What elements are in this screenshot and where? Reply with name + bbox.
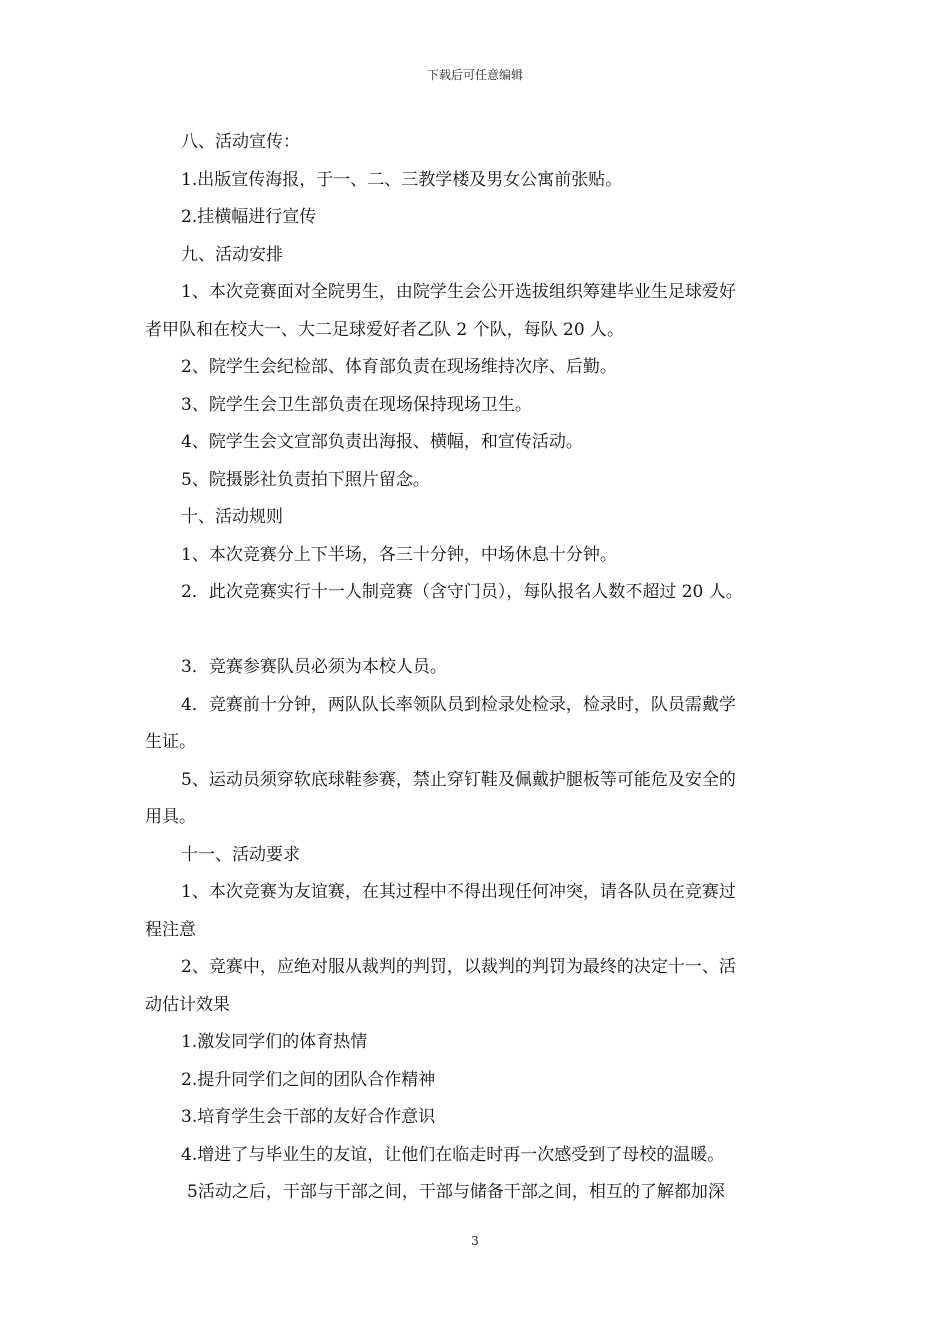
- paragraph-line: 5、院摄影社负责拍下照片留念。: [181, 469, 430, 490]
- paragraph-line: 2、院学生会纪检部、体育部负责在现场维持次序、后勤。: [181, 357, 617, 377]
- paragraph-line: 5活动之后，干部与干部之间，干部与储备干部之间，相互的了解都加深: [187, 1182, 725, 1202]
- paragraph-line: 2．此次竞赛实行十一人制竞赛（含守门员），每队报名人数不超过 20 人。: [181, 582, 743, 602]
- page-number: 3: [471, 1234, 479, 1248]
- paragraph-line: 4．竞赛前十分钟，两队队长率领队员到检录处检录，检录时，队员需戴学: [181, 694, 736, 715]
- paragraph-line: 1、本次竞赛分上下半场，各三十分钟，中场休息十分钟。: [181, 544, 617, 565]
- paragraph-line: 1、本次竞赛面对全院男生，由院学生会公开选拔组织筹建毕业生足球爱好: [181, 282, 736, 302]
- page-header: 下载后可任意编辑: [426, 68, 523, 82]
- paragraph-line: 2.提升同学们之间的团队合作精神: [181, 1069, 436, 1090]
- paragraph-line: 4、院学生会文宣部负责出海报、横幅，和宣传活动。: [181, 432, 583, 452]
- paragraph-line: 2、竞赛中，应绝对服从裁判的判罚，以裁判的判罚为最终的决定十一、活: [181, 957, 736, 977]
- paragraph-line: 1、本次竞赛为友谊赛，在其过程中不得出现任何冲突，请各队员在竞赛过: [181, 882, 736, 902]
- paragraph-line: 2.挂横幅进行宣传: [181, 207, 317, 227]
- paragraph-line: 1.出版宣传海报，于一、二、三教学楼及男女公寓前张贴。: [181, 169, 623, 190]
- paragraph-line: 用具。: [145, 807, 196, 827]
- paragraph-line: 生证。: [145, 732, 196, 752]
- paragraph-line: 程注意: [145, 919, 196, 940]
- paragraph-line: 者甲队和在校大一、大二足球爱好者乙队 2 个队，每队 20 人。: [145, 319, 625, 340]
- blank-line: [145, 612, 825, 650]
- paragraph-line: 动估计效果: [145, 994, 230, 1015]
- paragraph-line: 1.激发同学们的体育热情: [181, 1032, 368, 1052]
- paragraph-line: 4.增进了与毕业生的友谊，让他们在临走时再一次感受到了母校的温暖。: [181, 1144, 725, 1165]
- paragraph-line: 3.培育学生会干部的友好合作意识: [181, 1107, 436, 1127]
- paragraph-line: 3．竞赛参赛队员必须为本校人员。: [181, 657, 447, 677]
- paragraph-line: 3、院学生会卫生部负责在现场保持现场卫生。: [181, 394, 532, 415]
- document-body: [145, 124, 825, 1212]
- section-heading-requirements: 十一、活动要求: [181, 844, 300, 865]
- section-heading-arrangement: 九、活动安排: [181, 244, 283, 265]
- paragraph-line: 5、运动员须穿软底球鞋参赛，禁止穿钉鞋及佩戴护腿板等可能危及安全的: [181, 769, 736, 790]
- section-heading-publicity: 八、活动宣传：: [181, 132, 300, 152]
- section-heading-rules: 十、活动规则: [181, 507, 283, 527]
